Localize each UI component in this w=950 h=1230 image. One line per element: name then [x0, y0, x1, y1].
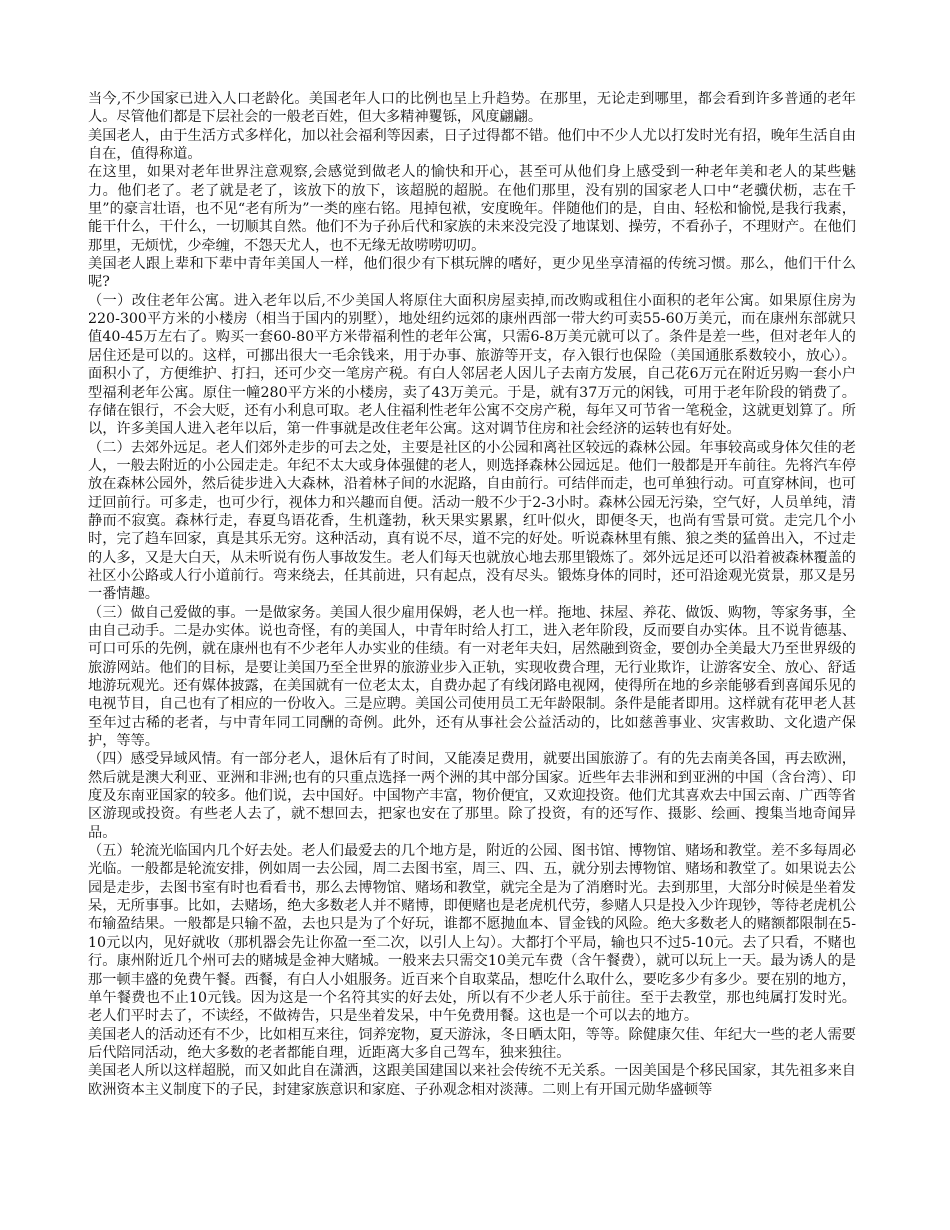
paragraph-conclusion: 美国老人所以这样超脱，而又如此自在潇洒，这跟美国建国以来社会传统不无关系。一因美国是个移民国家，其先祖多来自欧洲资本主义制度下的子民，封建家族意识和家庭、子孙观念相对淡薄。二则上有开国元勋华盛顿等: [88, 1063, 856, 1098]
paragraph-lifestyle: 美国老人，由于生活方式多样化，加以社会福利等因素，日子过得都不错。他们中不少人尤以打发时光有招，晚年生活自由自在，值得称道。: [88, 127, 856, 163]
paragraph-section-1: （一）改住老年公寓。进入老年以后,不少美国人将原住大面积房屋卖掉,而改购或租住小面积的老年公寓。如果原住房为220-300平方米的小楼房（相当于国内的别墅），地处纽约远郊的康州西部一带大约可卖55-60万美元，而在康州东部就只值40-45万左右了。购买一套60-80平方米带福利性的老年公寓，只需6-8万美元就可以了。条件是差一些，但对老年人的居住还是可以的。这样，可挪出很大一毛余钱来，用于办事、旅游等开支，存入银行也保险（美国通胀系数较小，放心）。面积小了，方便维护、打扫，还可少交一笔房产税。有白人邻居老人因儿子去南方发展，自己花6万元在附近另购一套小户型福利老年公寓。原住一幢280平方米的小楼房，卖了43万美元。于是，就有37万元的闲钱，可用于老年阶段的销费了。存储在银行，不会大贬，还有小利息可取。老人住福利性老年公寓不交房产税，每年又可节省一笔税金，这就更划算了。所以，许多美国人进入老年以后，第一件事就是改住老年公寓。这对调节住房和社会经济的运转也有好处。: [88, 292, 856, 438]
paragraph-observation: 在这里，如果对老年世界注意观察,会感觉到做老人的愉快和开心，甚至可从他们身上感受到一种老年美和老人的某些魅力。他们老了。老了就是老了，该放下的放下，该超脱的超脱。在他们那里，没有别的国家老人口中“老骥伏枥，志在千里”的豪言壮语，也不见“老有所为”一类的座右铭。甩掉包袱，安度晚年。伴随他们的是，自由、轻松和愉悦,是我行我素，能干什么，干什么，一切顺其自然。他们不为子孙后代和家族的未来没完没了地谋划、操劳，不看孙子，不理财产。在他们那里，无烦忧，少牵缠，不怨天尤人，也不无缘无故唠唠叨叨。: [88, 164, 856, 254]
paragraph-intro: 当今,不少国家已进入人口老龄化。美国老年人口的比例也呈上升趋势。在那里，无论走到哪里，都会看到许多普通的老年人。尽管他们都是下层社会的一般老百姓，但大多精神矍铄，风度翩翩。: [88, 91, 856, 126]
paragraph-section-3: （三）做自己爱做的事。一是做家务。美国人很少雇用保姆，老人也一样。拖地、抹屋、养花、做饭、购物，等家务事，全由自己动手。二是办实体。说也奇怪，有的美国人，中青年时给人打工，进入老年阶段，反而要自办实体。且不说肯德基、可口可乐的先例，就在康州也有不少老年人办实业的佳绩。有一对老年夫妇，居然融到资金，要创办全美最大乃至世界级的旅游网站。他们的目标，是要让美国乃至全世界的旅游业步入正轨，实现收费合理，无行业欺诈，让游客安全、放心、舒适地游玩观光。还有媒体披露，在美国就有一位老太太，自费办起了有线闭路电视网，使得所在地的乡亲能够看到喜闻乐见的电视节目，自己也有了相应的一份收入。三是应聘。美国公司使用员工无年龄限制。条件是能者即用。这样就有花甲老人甚至年过古稀的老者，与中青年同工同酬的奇例。此外，还有从事社会公益活动的，比如慈善事业、灾害救助、文化遗产保护，等等。: [88, 604, 856, 750]
paragraph-section-2: （二）去郊外远足。老人们郊外走步的可去之处，主要是社区的小公园和离社区较远的森林公园。年事较高或身体欠佳的老人，一般去附近的小公园走走。年纪不太大或身体强健的老人，则选择森林公园远足。他们一般都是开车前往。先将汽车停放在森林公园外，然后徒步进入大森林，沿着林子间的水泥路，自由前行。可结伴而走，也可单独行动。可直穿林间，也可迂回前行。可多走，也可少行，视体力和兴趣而自便。活动一般不少于2-3小时。森林公园无污染，空气好，人员单纯，清静而不寂寞。森林行走，春夏鸟语花香，生机蓬勃，秋天果实累累，红叶似火，即便冬天，也尚有雪景可赏。走完几个小时，完了趋车回家，真是其乐无穷。这种活动，真有说不尽，道不完的好处。听说森林里有熊、狼之类的猛兽出入，不过走的人多，又是大白天，从未听说有伤人事故发生。老人们每天也就放心地去那里锻炼了。郊外远足还可以沿着被森林覆盖的社区小公路或人行小道前行。弯来绕去，任其前进，只有起点，没有尽头。锻炼身体的同时，还可沿途观光赏景，那又是另一番情趣。: [88, 439, 856, 603]
paragraph-question: 美国老人跟上辈和下辈中青年美国人一样，他们很少有下棋玩牌的嗜好，更少见坐享清福的传统习惯。那么，他们干什么呢?: [88, 256, 856, 291]
article-body: [88, 90, 856, 1099]
paragraph-section-5: （五）轮流光临国内几个好去处。老人们最爱去的几个地方是，附近的公园、图书馆、博物馆、赌场和教堂。差不多每周必光临。一般都是轮流安排，例如周一去公园，周二去图书室，周三、四、五，就分别去博物馆、赌场和教堂了。如果说去公园是走步，去图书室有时也看看书，那么去博物馆、赌场和教堂，就完全是为了消磨时光。去到那里，大部分时候是坐着发呆，无所事事。比如，去赌场，绝大多数老人并不赌博，即便赌也是老虎机代劳，参赌人只是投入少许现钞，等待老虎机公布输盈结果。一般都是只输不盈，去也只是为了个好玩，谁都不愿抛血本、冒金钱的风险。绝大多数老人的赌额都限制在5-10元以内，见好就收（那机器会先让你盈一至二次，以引人上勾）。大都打个平局，输也只不过5-10元。去了只看，不赌也行。康州附近几个州可去的赌城是金神大赌城。一般来去只需交10美元车费（含午餐费），就可以玩上一天。最为诱人的是那一顿丰盛的免费午餐。西餐，有白人小姐服务。近百来个自取菜品，想吃什么取什么，要吃多少有多少。要在别的地方，单午餐费也不止10元钱。因为这是一个名符其实的好去处，所以有不少老人乐于前往。至于去教堂，那也纯属打发时光。老人们平时去了，不读经，不做祷告，只是坐着发呆，中午免费用餐。这也是一个可以去的地方。: [88, 843, 856, 1025]
paragraph-section-4: （四）感受异域风情。有一部分老人，退休后有了时间，又能凑足费用，就要出国旅游了。有的先去南美各国，再去欧洲，然后就是澳大利亚、亚洲和非洲;也有的只重点选择一两个洲的其中部分国家。近些年去非洲和到亚洲的中国（含台湾）、印度及东南亚国家的较多。他们说，去中国好。中国物产丰富，物价便宜，又欢迎投资。他们尤其喜欢去中国云南、广西等省区游现或投资。有些老人去了，就不想回去，把家也安在了那里。除了投资，有的还写作、摄影、绘画、搜集当地奇闻异品。: [88, 751, 856, 841]
paragraph-other-activities: 美国老人的活动还有不少，比如相互来往，饲养宠物，夏天游泳，冬日晒太阳，等等。除健康欠佳、年纪大一些的老人需要后代陪同活动，绝大多数的老者都能自理，近距离大多自己驾车，独来独往。: [88, 1026, 856, 1061]
